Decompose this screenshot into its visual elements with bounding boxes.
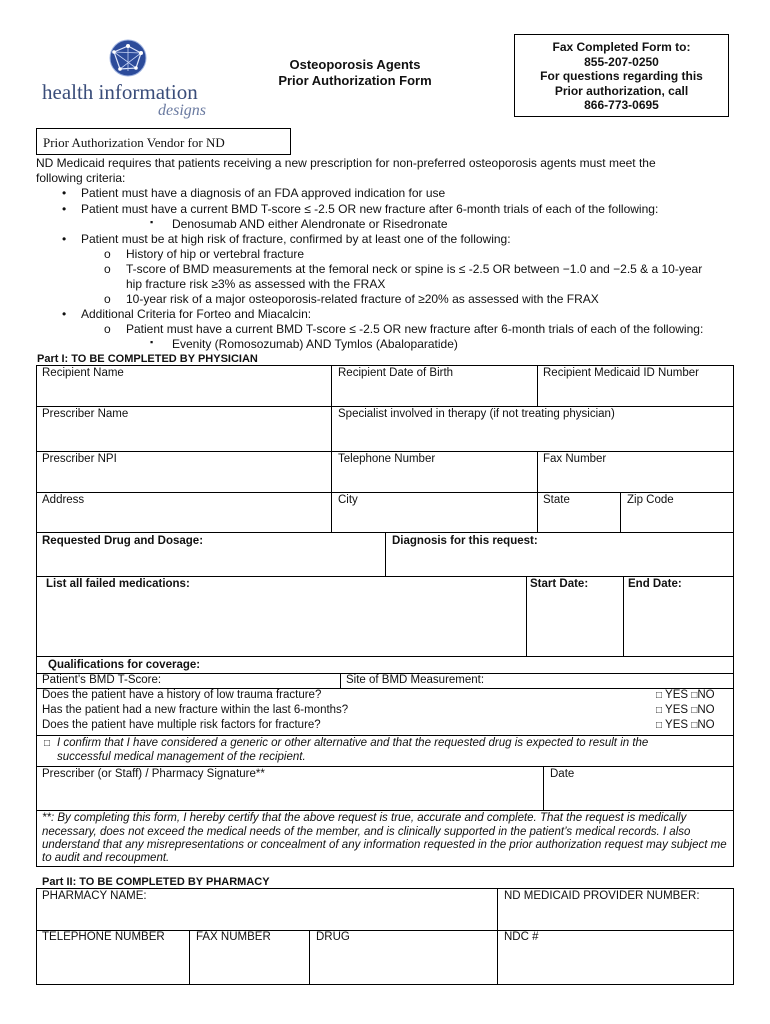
- yes-label: YES: [665, 704, 689, 716]
- ndc-label: NDC #: [504, 931, 539, 943]
- logo-sub: designs: [158, 102, 206, 119]
- fax-line-1: Fax Completed Form to:: [552, 40, 691, 54]
- certification-line-2: necessary, does not exceed the medical needs of the member, and is clinically supported in the patient’s medical records. I also: [42, 826, 691, 838]
- criteria-intro-2: following criteria:: [36, 171, 126, 185]
- fax-number: 855-207-0250: [584, 54, 659, 69]
- fax-box: [514, 34, 729, 117]
- provider-number-label: ND MEDICAID PROVIDER NUMBER:: [504, 890, 700, 902]
- globe-logo-icon: [108, 38, 148, 78]
- square-bullet: ▪: [150, 337, 154, 347]
- no-label: NO: [697, 719, 715, 731]
- question-3: Does the patient have multiple risk factors for fracture?: [42, 719, 321, 731]
- checkbox-icon[interactable]: □: [656, 690, 663, 701]
- square-bullet: ▪: [150, 217, 154, 227]
- criteria-b4a: Patient must have a current BMD T-score ≤ -2.5 OR new fracture after 6-month trials of each of the following:: [126, 322, 704, 336]
- checkbox-icon[interactable]: □: [656, 705, 663, 716]
- confirm-checkbox[interactable]: □: [44, 738, 51, 749]
- recipient-name-label: Recipient Name: [42, 367, 124, 379]
- question-phone: 866-773-0695: [584, 98, 659, 112]
- fax-line-3: For questions regarding this: [540, 69, 703, 83]
- bmd-site-label: Site of BMD Measurement:: [346, 674, 485, 686]
- state-label: State: [543, 494, 570, 506]
- city-label: City: [338, 494, 358, 506]
- certification-line-4: to audit and recoupment.: [42, 852, 170, 864]
- confirm-line-1: I confirm that I have considered a generic or other alternative and that the requested drug is expected to result in the: [57, 737, 649, 749]
- vendor-box: Prior Authorization Vendor for ND: [36, 128, 291, 155]
- certification-line-3: understand that any misrepresentations or concealment of any information requested in the prior authorization request may subject me: [42, 839, 727, 851]
- recipient-medicaid-id-label: Recipient Medicaid ID Number: [543, 367, 699, 379]
- checkbox-icon[interactable]: □: [691, 720, 698, 731]
- criteria-b2a: Denosumab AND either Alendronate or Risedronate: [172, 217, 448, 231]
- prescriber-npi-label: Prescriber NPI: [42, 453, 117, 465]
- criteria-b4a1: Evenity (Romosozumab) AND Tymlos (Abaloparatide): [172, 337, 458, 351]
- telephone-label: Telephone Number: [338, 453, 436, 465]
- pharmacy-telephone-label: TELEPHONE NUMBER: [42, 931, 165, 943]
- title-line-2: Prior Authorization Form: [278, 73, 432, 88]
- q1-yes-no: [656, 689, 715, 701]
- pharmacy-fax-label: FAX NUMBER: [196, 931, 271, 943]
- q3-yes-no: [656, 719, 715, 731]
- checkbox-icon[interactable]: □: [691, 690, 698, 701]
- tscore-label: Patient’s BMD T-Score:: [42, 674, 162, 686]
- bullet-dot: •: [62, 186, 67, 200]
- question-1: Does the patient have a history of low trauma fracture?: [42, 689, 322, 701]
- part1-header: Part I: TO BE COMPLETED BY PHYSICIAN: [37, 353, 258, 365]
- logo-name: health information: [42, 80, 198, 104]
- criteria-intro-1: ND Medicaid requires that patients receiving a new prescription for non-preferred osteoporosis agents must meet the: [36, 156, 656, 170]
- diagnosis-label: Diagnosis for this request:: [392, 535, 538, 547]
- criteria-b3: Patient must be at high risk of fracture, confirmed by at least one of the following:: [81, 232, 511, 246]
- bullet-dot: •: [62, 232, 67, 246]
- criteria-b4: Additional Criteria for Forteo and Miacalcin:: [81, 307, 312, 321]
- no-label: NO: [697, 689, 715, 701]
- fax-line-4: Prior authorization, call: [554, 83, 689, 98]
- criteria-b3b-1: T-score of BMD measurements at the femoral neck or spine is ≤ -2.5 OR between −1.0 and −2.5 & a 10-year: [126, 262, 703, 276]
- recipient-dob-label: Recipient Date of Birth: [338, 367, 454, 379]
- no-label: NO: [697, 704, 715, 716]
- address-label: Address: [42, 494, 85, 506]
- requested-drug-label: Requested Drug and Dosage:: [42, 535, 204, 547]
- fax-label: Fax Number: [543, 453, 607, 465]
- form-title: [250, 57, 460, 89]
- prescriber-name-label: Prescriber Name: [42, 408, 129, 420]
- confirm-line-2: successful medical management of the recipient.: [57, 751, 306, 763]
- drug-label: DRUG: [316, 931, 350, 943]
- start-date-label: Start Date:: [530, 578, 589, 590]
- part2-header: Part II: TO BE COMPLETED BY PHARMACY: [42, 876, 270, 888]
- failed-meds-label: List all failed medications:: [46, 578, 190, 590]
- circle-bullet: o: [104, 322, 111, 336]
- q2-yes-no: [656, 704, 715, 716]
- end-date-label: End Date:: [628, 578, 682, 590]
- zip-label: Zip Code: [627, 494, 674, 506]
- title-line-1: Osteoporosis Agents: [289, 57, 421, 72]
- criteria-b1: Patient must have a diagnosis of an FDA approved indication for use: [81, 186, 446, 200]
- logo: [40, 38, 220, 120]
- circle-bullet: o: [104, 292, 111, 306]
- circle-bullet: o: [104, 247, 111, 261]
- signature-label: Prescriber (or Staff) / Pharmacy Signature**: [42, 768, 265, 780]
- date-label: Date: [550, 768, 575, 780]
- checkbox-icon[interactable]: □: [691, 705, 698, 716]
- criteria-b3a: History of hip or vertebral fracture: [126, 247, 305, 261]
- certification-line-1: **: By completing this form, I hereby certify that the above request is true, accurate and complete. That the request is medically: [42, 812, 687, 824]
- qualifications-header: Qualifications for coverage:: [48, 659, 201, 671]
- bullet-dot: •: [62, 307, 67, 321]
- yes-label: YES: [665, 689, 689, 701]
- criteria-b2: Patient must have a current BMD T-score ≤ -2.5 OR new fracture after 6-month trials of each of the following:: [81, 202, 659, 216]
- question-2: Has the patient had a new fracture within the last 6-months?: [42, 704, 349, 716]
- criteria-b3b-2: hip fracture risk ≥3% as assessed with the FRAX: [126, 277, 386, 291]
- pharmacy-name-label: PHARMACY NAME:: [42, 890, 147, 902]
- criteria-b3c: 10-year risk of a major osteoporosis-related fracture of ≥20% as assessed with the FRAX: [126, 292, 599, 306]
- specialist-label: Specialist involved in therapy (if not treating physician): [338, 408, 615, 420]
- circle-bullet: o: [104, 262, 111, 276]
- yes-label: YES: [665, 719, 689, 731]
- checkbox-icon[interactable]: □: [656, 720, 663, 731]
- bullet-dot: •: [62, 202, 67, 216]
